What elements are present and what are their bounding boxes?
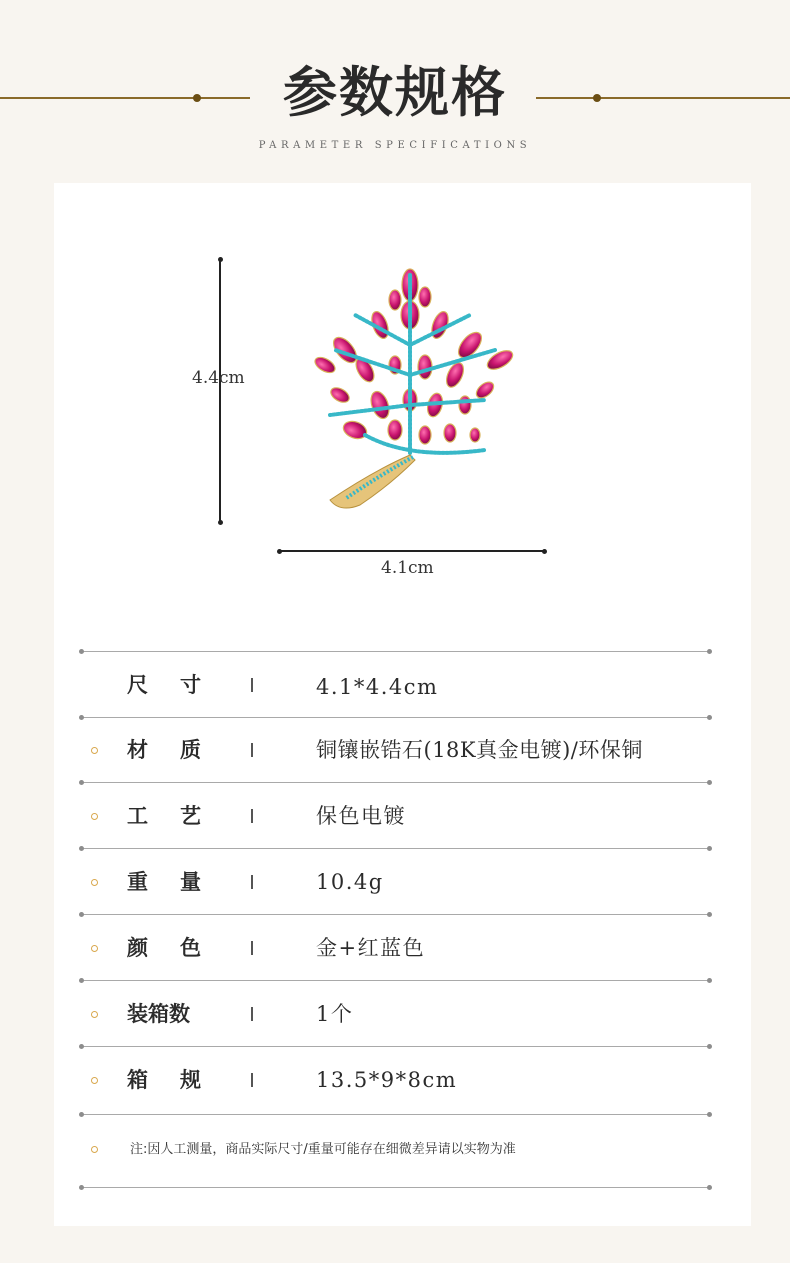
row-divider (82, 1046, 709, 1047)
spec-value: 金+红蓝色 (316, 936, 426, 960)
spec-separator (251, 875, 253, 889)
spec-label: 颜色 (127, 935, 201, 960)
spec-label: 尺寸 (127, 672, 201, 697)
width-dimension-dot-left (277, 549, 282, 554)
row-divider (82, 1114, 709, 1115)
spec-label: 装箱数 (127, 1001, 190, 1026)
height-dimension-dot-bottom (218, 520, 223, 525)
spec-value: 铜镶嵌锆石(18K真金电镀)/环保铜 (316, 738, 643, 762)
spec-label: 材质 (127, 737, 201, 762)
spec-separator (251, 1073, 253, 1087)
spec-separator (251, 678, 253, 692)
spec-value: 保色电镀 (316, 804, 406, 828)
spec-label: 重量 (127, 869, 201, 894)
width-dimension-dot-right (542, 549, 547, 554)
bullet-icon (91, 1077, 98, 1084)
row-divider (82, 980, 709, 981)
row-divider (82, 651, 709, 652)
width-dimension-line (279, 550, 546, 552)
spec-separator (251, 743, 253, 757)
spec-value: 13.5*9*8cm (316, 1068, 458, 1092)
bullet-icon (91, 879, 98, 886)
row-divider (82, 848, 709, 849)
spec-separator (251, 809, 253, 823)
spec-separator (251, 1007, 253, 1021)
bullet-icon (91, 813, 98, 820)
spec-value: 4.1*4.4cm (316, 675, 439, 699)
bullet-icon (91, 1146, 98, 1153)
page-title: 参数规格 (283, 60, 507, 124)
bullet-icon (91, 1011, 98, 1018)
height-dimension-line (219, 259, 221, 523)
row-divider (82, 782, 709, 783)
row-divider (82, 717, 709, 718)
measurement-note: 注:因人工测量，商品实际尺寸/重量可能存在细微差异请以实物为准 (130, 1142, 516, 1157)
page-subtitle: PARAMETER SPECIFICATIONS (258, 140, 532, 151)
spec-label: 工艺 (127, 803, 201, 828)
maple-leaf-brooch-icon (285, 255, 535, 520)
height-label: 4.4cm (192, 368, 245, 388)
row-divider (82, 1187, 709, 1188)
width-label: 4.1cm (381, 558, 434, 578)
bullet-icon (91, 747, 98, 754)
row-divider (82, 914, 709, 915)
spec-label: 箱规 (127, 1067, 201, 1092)
spec-value: 1个 (316, 1002, 354, 1026)
bullet-icon (91, 945, 98, 952)
header (0, 0, 790, 180)
spec-value: 10.4g (316, 870, 384, 894)
height-dimension-dot-top (218, 257, 223, 262)
spec-separator (251, 941, 253, 955)
